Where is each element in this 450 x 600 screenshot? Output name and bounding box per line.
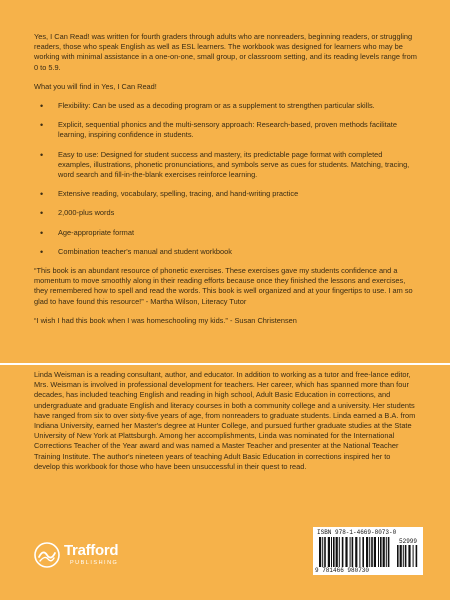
barcode-bar [403, 545, 404, 567]
barcode-bar [378, 537, 379, 567]
barcode-bar [408, 545, 410, 567]
publisher-name: Trafford [64, 542, 119, 559]
section-divider [0, 363, 450, 365]
bullet-icon: • [40, 149, 44, 160]
barcode-bar [333, 537, 335, 567]
bullet-icon: • [40, 246, 44, 257]
barcode-bar [359, 537, 360, 567]
barcode-bar [369, 537, 370, 567]
barcode-bar [350, 537, 351, 567]
barcode-bar [400, 545, 402, 567]
bullet-icon: • [40, 120, 44, 131]
testimonial-quote: “This book is an abundant resource of phonetic exercises. These exercises gave my students confidence and a momentum to move smoothly along in their reading efforts because once they finished the lessons and exercises, they remembered how to spell and read the words. This book is well organized and at your fingertips to use. I am so glad to have found this resource!” - Martha Wilson, Literacy Tutor [34, 266, 413, 306]
barcode-bar [371, 537, 373, 567]
barcode-bar [355, 537, 357, 567]
feature-item: • Flexibility: Can be used as a decoding program or as a supplement to strengthen particular skills. [40, 101, 375, 112]
publisher-logo [34, 538, 134, 578]
ean-digits: 9 781466 980730 [315, 567, 370, 574]
features-list [34, 101, 418, 257]
price-code: 52999 [399, 538, 418, 545]
price-addon-barcode-icon [397, 545, 419, 567]
barcode-bar [319, 537, 321, 567]
barcode-bar [383, 537, 385, 567]
barcode-bar [386, 537, 387, 567]
barcode-bar [374, 537, 376, 567]
features-heading: What you will find in Yes, I Can Read! [34, 81, 157, 91]
barcode-bar [416, 545, 418, 567]
feature-item: • Combination teacher's manual and student workbook [40, 246, 232, 257]
intro-paragraph: Yes, I Can Read! was written for fourth graders through adults who are nonreaders, beginning readers, or struggling readers, those who speak English as well as ESL learners. The workbook was designed for learners who may be working with minimal assistance in a one-on-one, small group, or classroom setting, and its reading levels range from 0 to 5.9. [34, 32, 417, 72]
barcode-bar [339, 537, 340, 567]
isbn-barcode [313, 527, 423, 575]
barcode-bar [352, 537, 354, 567]
publisher-tagline: PUBLISHING [70, 560, 119, 566]
back-cover-description [34, 32, 418, 335]
barcode-bar [345, 537, 347, 567]
barcode-bar [397, 545, 399, 567]
barcode-bar [331, 537, 332, 567]
bullet-icon: • [40, 227, 44, 238]
barcode-bar [322, 537, 323, 567]
feature-item: • 2,000-plus words [40, 208, 115, 219]
feature-item: • Easy to use: Designed for student success and mastery, its predictable page format with completed examples, illustrations, phonetic pronunciations, and symbols serve as cues for students. Matching, tracing, word search and fill-in-the-blank exercises reinforce learning. [40, 149, 410, 180]
feature-item: • Age-appropriate format [40, 227, 134, 238]
isbn-label: ISBN 978-1-4669-8073-0 [317, 529, 397, 536]
feature-item: • Explicit, sequential phonics and the multi-sensory approach: Research-based, proven methods facilitate learning, inspiring confidence in students. [40, 120, 397, 140]
barcode-bar [324, 537, 326, 567]
feature-item: • Extensive reading, vocabulary, spelling, tracing, and hand-writing practice [40, 189, 299, 200]
barcode-bar [366, 537, 368, 567]
barcode-bar [405, 545, 407, 567]
barcode-bar [342, 537, 344, 567]
barcode-bar [362, 537, 364, 567]
bullet-icon: • [40, 101, 44, 112]
author-bio: Linda Weisman is a reading consultant, author, and educator. In addition to working as a tutor and free-lance editor, Mrs. Weisman is involved in professional development for teachers. Her career, which has spanned more than four decades, has included teaching English and reading in high school, Adult Basic Education in corrections, and undergraduate and graduate English and literacy courses in both a community college and a university. Her students have ranged from six to over sixty-five years of age, from nonreaders to graduate students. Linda earned a B.A. from Indiana University, earned her Master's degree at Hunter College, and pursued further graduate studies at the State University of New York at Plattsburgh. Among her accomplishments, Linda was nominated for the International Corrections Teacher of the Year award and was named a Master Teacher and presenter at the National Teacher Training Institute. The author's nineteen years of teaching Adult Basic Education in corrections inspired her to develop this workbook for those who have been unsuccessful in their quest to read. [34, 370, 416, 471]
bullet-icon: • [40, 208, 44, 219]
barcode-bar [388, 537, 390, 567]
ean-barcode-icon [319, 537, 393, 567]
barcode-bar [380, 537, 382, 567]
testimonial-quote: “I wish I had this book when I was homeschooling my kids.” - Susan Christensen [34, 315, 297, 325]
bullet-icon: • [40, 189, 44, 200]
barcode-bar [328, 537, 330, 567]
barcode-bar [336, 537, 338, 567]
trafford-logo-icon [34, 542, 60, 568]
barcode-bar [413, 545, 414, 567]
